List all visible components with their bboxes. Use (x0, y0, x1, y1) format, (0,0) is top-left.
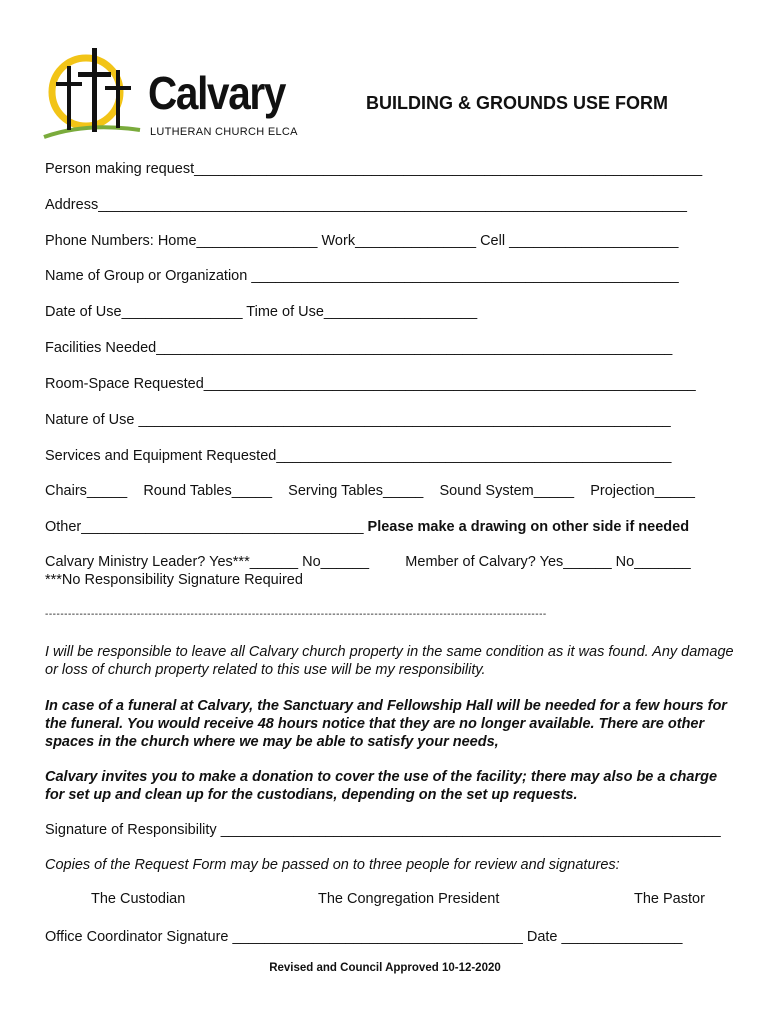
services-field[interactable]: Services and Equipment Requested_________________________________________________ (45, 448, 672, 464)
pastor-label: The Pastor (634, 891, 705, 907)
logo-subtitle: LUTHERAN CHURCH ELCA (150, 126, 298, 138)
ministry-fields[interactable]: Calvary Ministry Leader? Yes***______ No______ Member of Calvary? Yes______ No_______ (45, 554, 691, 570)
office-signature-field[interactable]: Office Coordinator Signature ____________________________________ Date _______________ (45, 929, 683, 945)
funeral-notice: In case of a funeral at Calvary, the Sanctuary and Fellowship Hall will be needed for a few hours for the funeral. You would receive 48 hours notice that they are no longer available. There are other spaces in the church where we may be able to satisfy your needs, (45, 698, 727, 750)
person-field[interactable]: Person making request_______________________________________________________________ (45, 161, 703, 177)
church-logo (40, 42, 302, 142)
form-title: BUILDING & GROUNDS USE FORM (366, 93, 669, 113)
other-row (45, 518, 689, 536)
group-field[interactable]: Name of Group or Organization _____________________________________________________ (45, 268, 679, 284)
copies-note: Copies of the Request Form may be passed on to three people for review and signatures: (45, 857, 620, 873)
facilities-field[interactable]: Facilities Needed________________________________________________________________ (45, 340, 673, 356)
donation-notice: Calvary invites you to make a donation to cover the use of the facility; there may also be a charge for set up and clean up for the custodians, depending on the set up requests. (45, 769, 718, 803)
signature-field[interactable]: Signature of Responsibility ______________________________________________________________ (45, 822, 721, 838)
phone-fields[interactable]: Phone Numbers: Home_______________ Work_______________ Cell _____________________ (45, 233, 679, 249)
crosses-logo-icon (40, 42, 150, 142)
logo-name: Calvary (148, 67, 286, 119)
address-field[interactable]: Address_________________________________________________________________________ (45, 197, 687, 213)
drawing-note: Please make a drawing on other side if needed (367, 519, 690, 535)
responsibility-statement: I will be responsible to leave all Calvary church property in the same condition as it was found. Any damage or loss of church property related to this use will be my responsibility. (45, 644, 734, 678)
nature-field[interactable]: Nature of Use __________________________________________________________________ (45, 412, 671, 428)
ministry-note: ***No Responsibility Signature Required (45, 572, 303, 588)
custodian-label: The Custodian (91, 891, 186, 907)
equipment-fields[interactable]: Chairs_____ Round Tables_____ Serving Tables_____ Sound System_____ Projection_____ (45, 483, 695, 499)
date-time-fields[interactable]: Date of Use_______________ Time of Use___________________ (45, 304, 478, 320)
president-label: The Congregation President (318, 891, 500, 907)
other-field[interactable]: Other___________________________________ (45, 519, 368, 535)
divider-line: ----------------------------------------------------------------------------------------------------------------------------------- (45, 609, 547, 620)
revision-footer: Revised and Council Approved 10-12-2020 (269, 962, 501, 974)
room-field[interactable]: Room-Space Requested_____________________________________________________________ (45, 376, 696, 392)
